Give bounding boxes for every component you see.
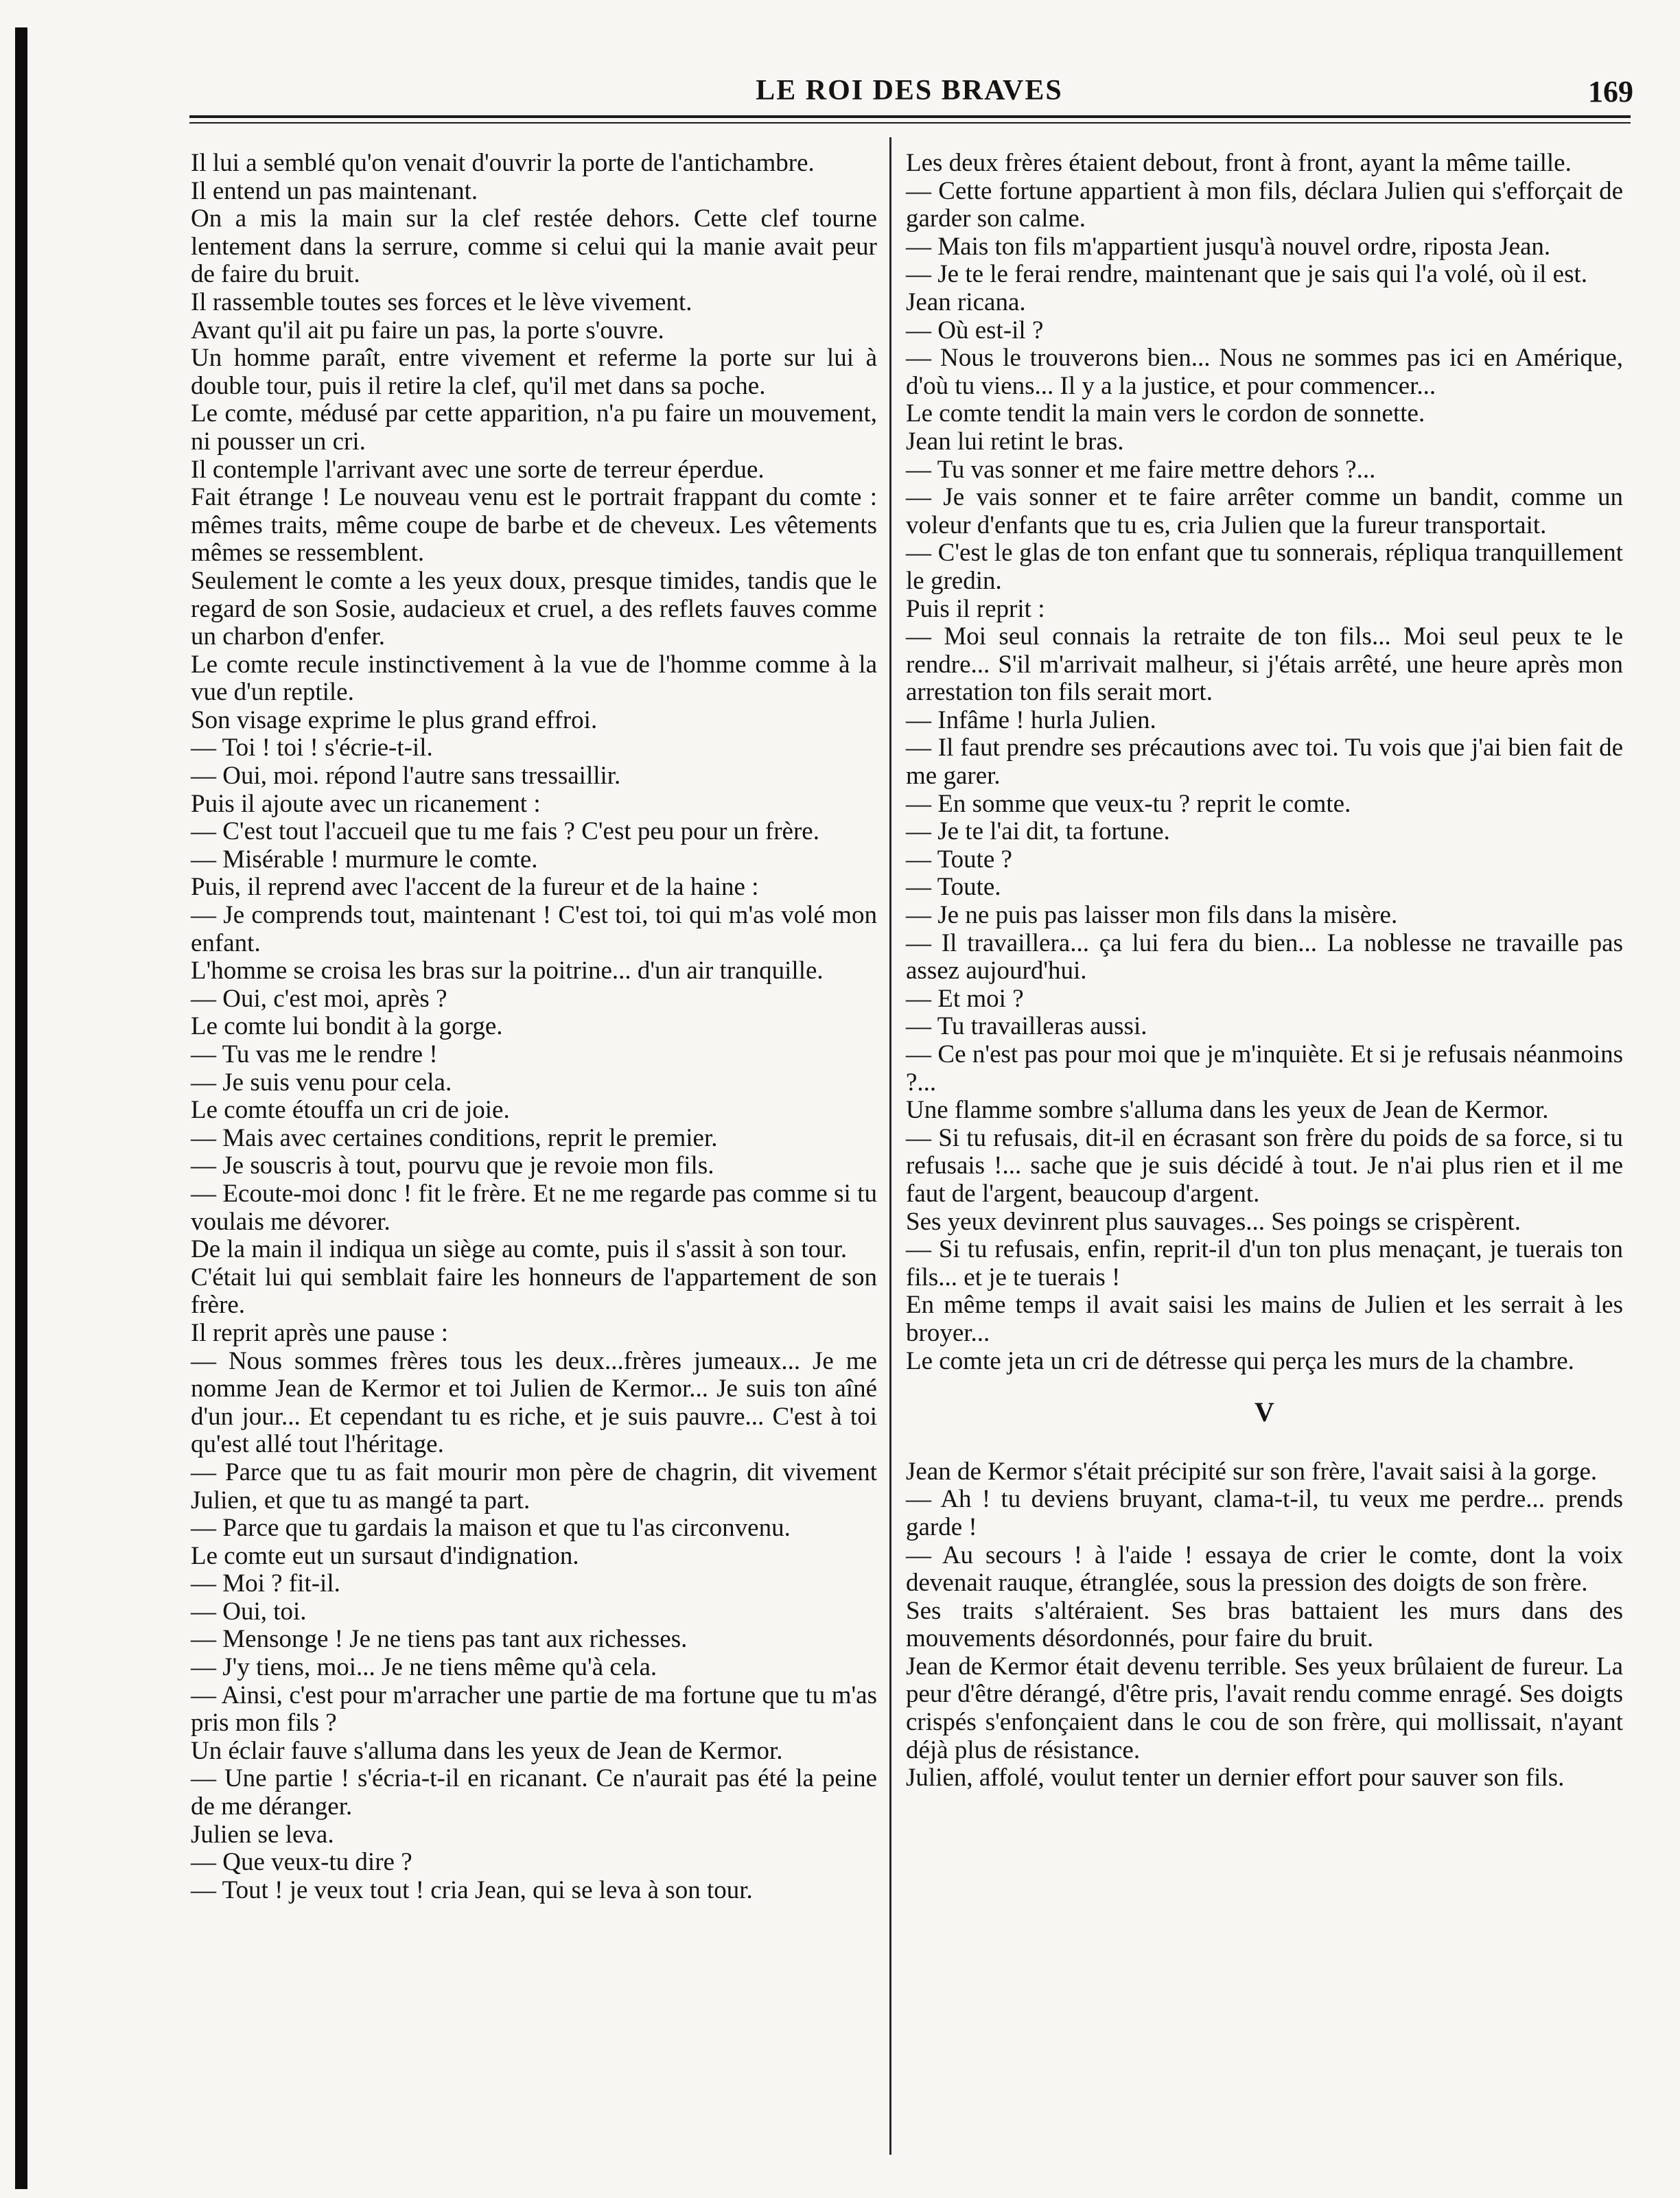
- paragraph: Seulement le comte a les yeux doux, presque timides, tandis que le regard de son Sosie, audacieux et cruel, a des reflets fauves comme un charbon d'enfer.: [191, 566, 877, 651]
- running-title: LE ROI DES BRAVES: [756, 75, 1063, 106]
- paragraph: — Nous le trouverons bien... Nous ne sommes pas ici en Amérique, d'où tu viens... Il y a la justice, et pour commencer...: [906, 344, 1623, 400]
- paragraph: — Si tu refusais, dit-il en écrasant son frère du poids de sa force, si tu refusais !... sache que je suis décidé à tout. Je n'ai plus rien et il me faut de l'argent, beaucoup d'argent.: [906, 1123, 1623, 1208]
- paragraph: Avant qu'il ait pu faire un pas, la porte s'ouvre.: [191, 316, 664, 344]
- section-heading: V: [1255, 1396, 1274, 1428]
- paragraph: — J'y tiens, moi... Je ne tiens même qu'à cela.: [191, 1653, 657, 1682]
- paragraph: — Je te l'ai dit, ta fortune.: [906, 817, 1170, 846]
- paragraph: Le comte, médusé par cette apparition, n'a pu faire un mouvement, ni pousser un cri.: [191, 399, 877, 456]
- paragraph: — Mensonge ! Je ne tiens pas tant aux richesses.: [191, 1625, 688, 1654]
- paragraph: Il contemple l'arrivant avec une sorte de terreur éperdue.: [191, 455, 765, 484]
- paragraph: — C'est tout l'accueil que tu me fais ? C'est peu pour un frère.: [191, 817, 819, 846]
- paragraph: — Oui, toi.: [191, 1597, 307, 1626]
- paragraph: — Ce n'est pas pour moi que je m'inquiète. Et si je refusais néanmoins ?...: [906, 1040, 1623, 1097]
- paragraph: Il lui a semblé qu'on venait d'ouvrir la porte de l'antichambre.: [191, 149, 815, 177]
- paragraph: Ses traits s'altéraient. Ses bras battaient les murs dans des mouvements désordonnés, pour faire du bruit.: [906, 1596, 1623, 1653]
- paragraph: Le comte étouffa un cri de joie.: [191, 1096, 510, 1125]
- paragraph: Puis il reprit :: [906, 594, 1045, 623]
- paragraph: — Je ne puis pas laisser mon fils dans la misère.: [906, 901, 1398, 930]
- paragraph: Il entend un pas maintenant.: [191, 176, 478, 205]
- paragraph: Le comte lui bondit à la gorge.: [191, 1012, 503, 1041]
- paragraph: — Parce que tu gardais la maison et que tu l'as circonvenu.: [191, 1514, 791, 1543]
- paragraph: — Moi ? fit-il.: [191, 1569, 340, 1598]
- paragraph: Puis il ajoute avec un ricanement :: [191, 789, 541, 818]
- paragraph: En même temps il avait saisi les mains de Julien et les serrait à les broyer...: [906, 1291, 1623, 1347]
- paragraph: — Je te le ferai rendre, maintenant que je sais qui l'a volé, où il est.: [906, 260, 1588, 289]
- paragraph: — Je vais sonner et te faire arrêter comme un bandit, comme un voleur d'enfants que tu es, cria Julien que la fureur transportait.: [906, 483, 1623, 539]
- paragraph: Jean de Kermor s'était précipité sur son frère, l'avait saisi à la gorge.: [906, 1457, 1598, 1486]
- paragraph: — Il faut prendre ses précautions avec toi. Tu vois que j'ai bien fait de me garer.: [906, 734, 1623, 791]
- paragraph: — Et moi ?: [906, 984, 1024, 1013]
- paragraph: Son visage exprime le plus grand effroi.: [191, 705, 598, 734]
- paragraph: — Tout ! je veux tout ! cria Jean, qui se leva à son tour.: [191, 1875, 753, 1904]
- paragraph: Jean de Kermor était devenu terrible. Ses yeux brûlaient de fureur. La peur d'être dérangé, d'être pris, l'avait rendu comme enragé. Ses doigts crispés s'enfonçaient dans le cou de son frère, qui mollissait, n'ayant déjà plus de résistance.: [906, 1652, 1623, 1764]
- paragraph: De la main il indiqua un siège au comte, puis il s'assit à son tour.: [191, 1235, 848, 1264]
- column-divider: [889, 137, 891, 2155]
- header-rule: [189, 115, 1631, 118]
- paragraph: Le comte tendit la main vers le cordon de sonnette.: [906, 399, 1425, 428]
- paragraph: — Je suis venu pour cela.: [191, 1068, 452, 1097]
- paragraph: Jean lui retint le bras.: [906, 427, 1124, 456]
- paragraph: — Que veux-tu dire ?: [191, 1848, 412, 1877]
- paragraph: — Toute.: [906, 873, 1001, 902]
- paragraph: — Parce que tu as fait mourir mon père de chagrin, dit vivement Julien, et que tu as mangé ta part.: [191, 1458, 877, 1515]
- paragraph: Il rassemble toutes ses forces et le lève vivement.: [191, 288, 692, 316]
- paragraph: — Mais avec certaines conditions, reprit le premier.: [191, 1123, 718, 1152]
- paragraph: Les deux frères étaient debout, front à front, ayant la même taille.: [906, 149, 1572, 177]
- paragraph: Le comte jeta un cri de détresse qui perça les murs de la chambre.: [906, 1346, 1574, 1375]
- paragraph: — Moi seul connais la retraite de ton fils... Moi seul peux te le rendre... S'il m'arrivait malheur, si j'étais arrêté, une heure après mon arrestation ton fils serait mort.: [906, 622, 1623, 707]
- paragraph: — Cette fortune appartient à mon fils, déclara Julien qui s'efforçait de garder son calme.: [906, 176, 1623, 233]
- paragraph: — Mais ton fils m'appartient jusqu'à nouvel ordre, riposta Jean.: [906, 232, 1551, 261]
- paragraph: — Oui, c'est moi, après ?: [191, 984, 447, 1013]
- paragraph: — Oui, moi. répond l'autre sans tressaillir.: [191, 762, 621, 791]
- page-number: 169: [1588, 75, 1633, 108]
- paragraph: — Toute ?: [906, 845, 1012, 874]
- paragraph: — Je souscris à tout, pourvu que je revoie mon fils.: [191, 1151, 714, 1180]
- paragraph: — Tu travailleras aussi.: [906, 1012, 1147, 1041]
- paragraph: — Infâme ! hurla Julien.: [906, 705, 1156, 734]
- paragraph: — Où est-il ?: [906, 316, 1044, 344]
- paragraph: Le comte eut un sursaut d'indignation.: [191, 1541, 579, 1570]
- paragraph: — Au secours ! à l'aide ! essaya de crier le comte, dont la voix devenait rauque, étranglée, sous la pression des doigts de son frère.: [906, 1541, 1623, 1598]
- paragraph: Julien, affolé, voulut tenter un dernier effort pour sauver son fils.: [906, 1764, 1565, 1792]
- header-rule-thin: [189, 122, 1631, 124]
- paragraph: Une flamme sombre s'alluma dans les yeux de Jean de Kermor.: [906, 1096, 1549, 1125]
- paragraph: — Toi ! toi ! s'écrie-t-il.: [191, 734, 433, 762]
- paragraph: — Je comprends tout, maintenant ! C'est toi, toi qui m'as volé mon enfant.: [191, 901, 877, 957]
- paragraph: — Tu vas me le rendre !: [191, 1040, 438, 1068]
- paragraph: — C'est le glas de ton enfant que tu sonnerais, répliqua tranquillement le gredin.: [906, 539, 1623, 595]
- page-header: [185, 74, 1633, 115]
- left-column: [191, 150, 877, 1904]
- paragraph: Un homme paraît, entre vivement et referme la porte sur lui à double tour, puis il retire la clef, qu'il met dans sa poche.: [191, 344, 877, 400]
- paragraph: On a mis la main sur la clef restée dehors. Cette clef tourne lentement dans la serrure, comme si celui qui la manie avait peur de faire du bruit.: [191, 204, 877, 289]
- paragraph: Puis, il reprend avec l'accent de la fureur et de la haine :: [191, 873, 759, 902]
- paragraph: — Nous sommes frères tous les deux...frères jumeaux... Je me nomme Jean de Kermor et toi Julien de Kermor... Je suis ton aîné d'un jour... Et cependant tu es riche, et je suis pauvre... C'est à toi qu'est allé tout l'héritage.: [191, 1346, 877, 1459]
- paragraph: — Ainsi, c'est pour m'arracher une partie de ma fortune que tu m'as pris mon fils ?: [191, 1681, 877, 1738]
- paragraph: Jean ricana.: [906, 288, 1026, 316]
- paragraph: Ses yeux devinrent plus sauvages... Ses poings se crispèrent.: [906, 1207, 1521, 1236]
- paragraph: — Ah ! tu deviens bruyant, clama-t-il, tu veux me perdre... prends garde !: [906, 1485, 1623, 1541]
- right-column: [906, 150, 1623, 1792]
- paragraph: — Misérable ! murmure le comte.: [191, 845, 538, 874]
- paragraph: Julien se leva.: [191, 1820, 334, 1849]
- paragraph: L'homme se croisa les bras sur la poitrine... d'un air tranquille.: [191, 957, 824, 985]
- paragraph: — Une partie ! s'écria-t-il en ricanant. Ce n'aurait pas été la peine de me déranger.: [191, 1764, 877, 1821]
- paragraph: Il reprit après une pause :: [191, 1318, 448, 1347]
- paragraph: Le comte recule instinctivement à la vue de l'homme comme à la vue d'un reptile.: [191, 650, 877, 707]
- paragraph: Un éclair fauve s'alluma dans les yeux de Jean de Kermor.: [191, 1736, 783, 1765]
- paragraph: C'était lui qui semblait faire les honneurs de l'appartement de son frère.: [191, 1263, 877, 1320]
- paragraph: — Ecoute-moi donc ! fit le frère. Et ne me regarde pas comme si tu voulais me dévorer.: [191, 1179, 877, 1236]
- page-edge-shadow: [15, 27, 27, 2189]
- paragraph: Fait étrange ! Le nouveau venu est le portrait frappant du comte : mêmes traits, même coupe de barbe et de cheveux. Les vêtements mêmes se ressemblent.: [191, 483, 877, 568]
- paragraph: — Si tu refusais, enfin, reprit-il d'un ton plus menaçant, je tuerais ton fils... et je te tuerais !: [906, 1235, 1623, 1291]
- paragraph: — Il travaillera... ça lui fera du bien... La noblesse ne travaille pas assez aujourd'hui.: [906, 928, 1623, 985]
- paragraph: — En somme que veux-tu ? reprit le comte.: [906, 789, 1351, 818]
- paragraph: — Tu vas sonner et me faire mettre dehors ?...: [906, 455, 1376, 484]
